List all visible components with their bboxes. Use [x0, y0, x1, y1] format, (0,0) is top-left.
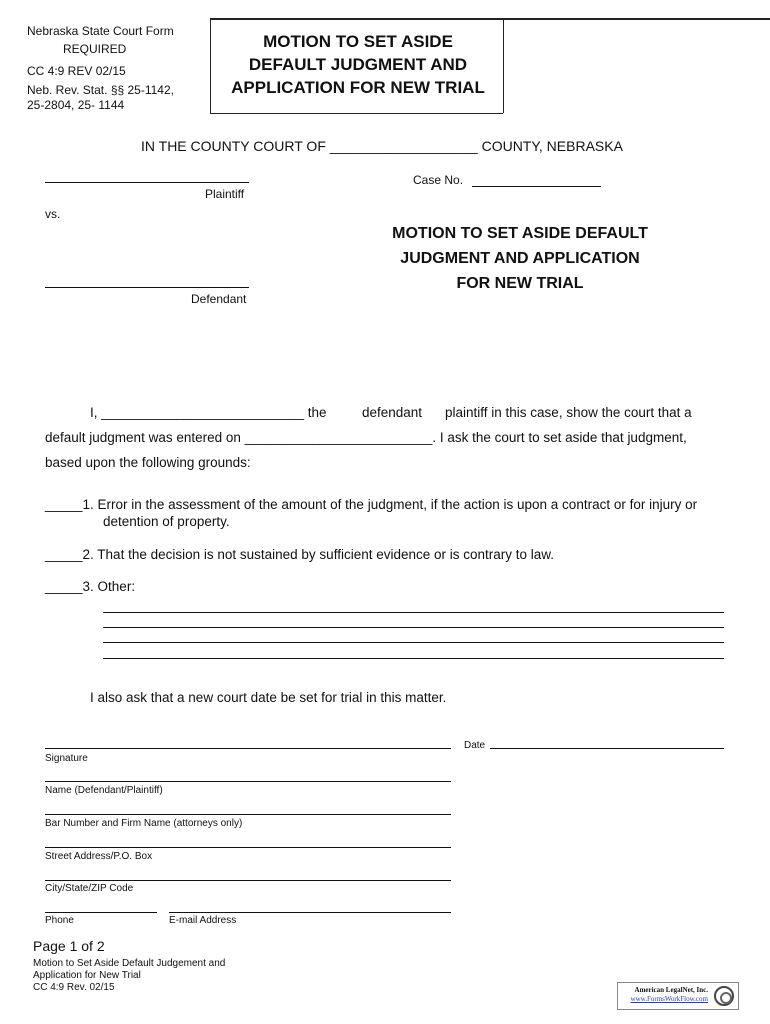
header-title-line-1: MOTION TO SET ASIDE: [263, 32, 453, 51]
logo-company-name: American LegalNet, Inc.: [634, 986, 708, 994]
email-label: E-mail Address: [169, 915, 237, 926]
other-line-3[interactable]: [103, 642, 724, 643]
page-number: Page 1 of 2: [33, 938, 105, 954]
phone-label: Phone: [45, 915, 74, 926]
header-title-line-3: APPLICATION FOR NEW TRIAL: [231, 78, 485, 97]
new-trial-request: I also ask that a new court date be set for trial in this matter.: [90, 690, 447, 705]
motion-title-line-1: MOTION TO SET ASIDE DEFAULT: [392, 225, 648, 242]
plaintiff-label: Plaintiff: [205, 187, 245, 201]
street-line[interactable]: [45, 847, 451, 848]
logo-url[interactable]: www.FormsWorkFlow.com: [630, 995, 708, 1003]
signature-label: Signature: [45, 753, 88, 764]
intro-name-line: I, ___________________________ the: [90, 405, 327, 420]
name-label: Name (Defendant/Plaintiff): [45, 785, 163, 796]
header-title-line-2: DEFAULT JUDGMENT AND: [248, 55, 468, 74]
american-legalnet-logo[interactable]: [617, 982, 739, 1010]
motion-title-line-3: FOR NEW TRIAL: [456, 275, 584, 292]
header-title: [212, 30, 504, 99]
form-code: CC 4:9 REV 02/15: [27, 64, 126, 78]
legalnet-emblem-icon: [714, 986, 734, 1006]
phone-line[interactable]: [45, 912, 157, 913]
case-no-label: Case No.: [413, 173, 464, 187]
other-line-1[interactable]: [103, 612, 724, 613]
name-line[interactable]: [45, 781, 451, 782]
motion-title: [330, 221, 710, 296]
defendant-blank[interactable]: [45, 287, 249, 288]
footer-line-3: CC 4:9 Rev. 02/15: [33, 982, 115, 993]
other-line-2[interactable]: [103, 627, 724, 628]
plaintiff-blank[interactable]: [45, 182, 249, 183]
ground-1-continued: detention of property.: [103, 514, 230, 529]
header-box-left-rule: [210, 18, 211, 113]
header-box-bottom-rule: [210, 113, 503, 114]
email-line[interactable]: [169, 912, 451, 913]
city-line[interactable]: [45, 880, 451, 881]
plaintiff-option-text[interactable]: plaintiff in this case, show the court that a: [445, 405, 692, 420]
required-label: REQUIRED: [63, 42, 127, 56]
case-no-blank[interactable]: [472, 186, 601, 187]
vs-label: vs.: [45, 207, 61, 221]
bar-number-line[interactable]: [45, 814, 451, 815]
date-line[interactable]: [490, 748, 724, 749]
city-label: City/State/ZIP Code: [45, 883, 134, 894]
judgment-date-line: default judgment was entered on _________________________. I ask the court to set aside that judgment,: [45, 430, 687, 445]
defendant-label: Defendant: [191, 292, 247, 306]
signature-line[interactable]: [45, 748, 451, 749]
form-source: Nebraska State Court Form: [27, 24, 174, 38]
other-line-4[interactable]: [103, 658, 724, 659]
bar-number-label: Bar Number and Firm Name (attorneys only): [45, 818, 243, 829]
footer-line-2: Application for New Trial: [33, 970, 141, 981]
street-label: Street Address/P.O. Box: [45, 851, 153, 862]
ground-1: _____1. Error in the assessment of the amount of the judgment, if the action is upon a contract or for injury or: [45, 497, 698, 512]
grounds-intro: based upon the following grounds:: [45, 455, 251, 470]
motion-title-line-2: JUDGMENT AND APPLICATION: [400, 250, 640, 267]
ground-2: _____2. That the decision is not sustained by sufficient evidence or is contrary to law.: [45, 547, 555, 562]
ground-3: _____3. Other:: [45, 579, 136, 594]
court-line: IN THE COUNTY COURT OF ___________________ COUNTY, NEBRASKA: [141, 138, 623, 154]
date-label: Date: [464, 740, 486, 751]
defendant-option[interactable]: defendant: [362, 405, 423, 420]
statute-line-1: Neb. Rev. Stat. §§ 25-1142,: [27, 83, 174, 97]
statute-line-2: 25-2804, 25- 1144: [27, 98, 125, 112]
footer-line-1: Motion to Set Aside Default Judgement and: [33, 958, 226, 969]
